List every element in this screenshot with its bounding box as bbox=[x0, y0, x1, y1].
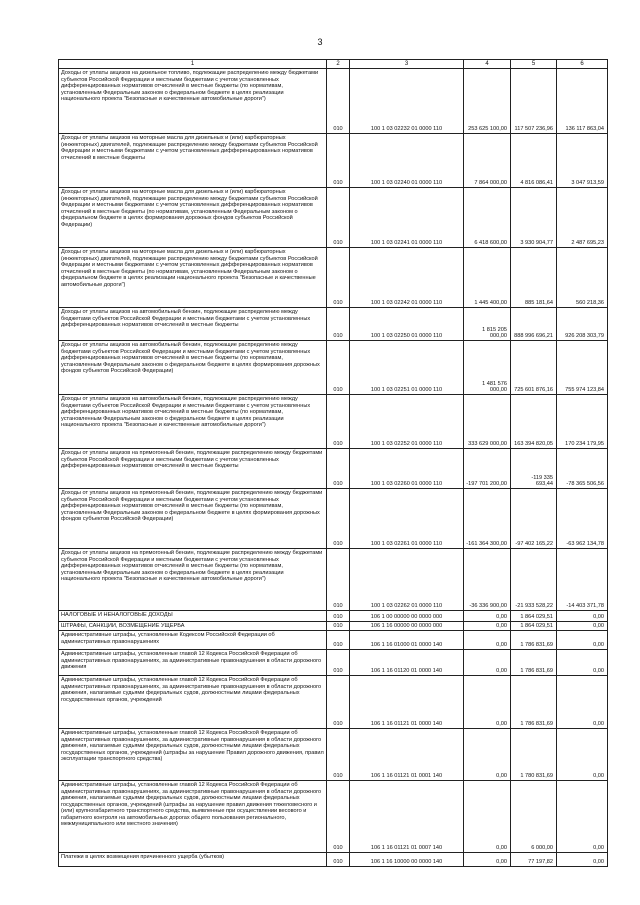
row-remaining-amount: -78 365 506,56 bbox=[557, 449, 608, 489]
row-description-text: Административные штрафы, установленные главой 12 Кодекса Российской Федерации об административных правонарушениях, за административные правонарушения в области дорожного движения, налагаемые судьями федеральных судов, должностными лицами федеральных государственных органов, учреждений (штрафы за нарушение правил движения тяжеловесного и (или) крупногабаритного транспортного средства, выявленные при осуществлении весового и габаритного контроля на автомобильных дорогах общего пользования регионального, межмуниципального или местного значения) bbox=[61, 782, 322, 828]
row-line-code: 010 bbox=[327, 489, 350, 549]
row-executed-amount: 117 507 236,96 bbox=[511, 69, 557, 134]
row-executed-amount: -97 402 165,22 bbox=[511, 489, 557, 549]
row-line-code: 010 bbox=[327, 549, 350, 611]
row-description-text: Платежи в целях возмещения причиненного ущерба (убытков) bbox=[61, 854, 225, 860]
row-description-text: Доходы от уплаты акцизов на дизельное топливо, подлежащие распределению между бюджетами субъектов Российской Федерации и местными бюджетами с учетом установленных дифференцированных нормативов отчислений в местные бюджеты (по нормативам, установленным Федеральным законом о федеральном бюджете в целях реализации национального проекта "Безопасные и качественные автомобильные дороги") bbox=[61, 70, 319, 103]
row-line-code: 010 bbox=[327, 650, 350, 676]
table-row bbox=[59, 853, 608, 867]
row-approved-amount: 0,00 bbox=[464, 676, 511, 729]
row-remaining-amount: 3 047 913,59 bbox=[557, 134, 608, 188]
row-executed-amount: 3 930 904,77 bbox=[511, 188, 557, 248]
row-executed-amount: 1 864 029,51 bbox=[511, 622, 557, 631]
row-approved-amount: 0,00 bbox=[464, 781, 511, 853]
revenue-table bbox=[58, 59, 608, 867]
row-description bbox=[59, 676, 327, 729]
row-description bbox=[59, 134, 327, 188]
row-approved-amount: -36 336 900,00 bbox=[464, 549, 511, 611]
row-budget-code: 106 1 16 00000 00 0000 000 bbox=[350, 622, 464, 631]
table-row bbox=[59, 631, 608, 650]
row-budget-code: 106 1 00 00000 00 0000 000 bbox=[350, 611, 464, 622]
row-executed-amount: -119 335 693,44 bbox=[511, 449, 557, 489]
row-executed-amount: 888 996 696,21 bbox=[511, 308, 557, 341]
row-line-code: 010 bbox=[327, 631, 350, 650]
row-description bbox=[59, 622, 327, 631]
table-row bbox=[59, 729, 608, 781]
row-executed-amount: 1 864 029,51 bbox=[511, 611, 557, 622]
row-budget-code: 100 1 03 02261 01 0000 110 bbox=[350, 489, 464, 549]
row-remaining-amount: 926 208 303,79 bbox=[557, 308, 608, 341]
column-header: 1 bbox=[59, 60, 327, 69]
row-approved-amount: 333 629 000,00 bbox=[464, 395, 511, 449]
row-description bbox=[59, 341, 327, 395]
row-line-code: 010 bbox=[327, 341, 350, 395]
column-number-header bbox=[59, 60, 608, 69]
row-approved-amount: 6 418 600,00 bbox=[464, 188, 511, 248]
row-description-text: НАЛОГОВЫЕ И НЕНАЛОГОВЫЕ ДОХОДЫ bbox=[61, 612, 173, 618]
row-line-code: 010 bbox=[327, 449, 350, 489]
row-description bbox=[59, 549, 327, 611]
row-line-code: 010 bbox=[327, 781, 350, 853]
row-approved-amount: 1 445 400,00 bbox=[464, 248, 511, 308]
row-description bbox=[59, 631, 327, 650]
row-remaining-amount: 0,00 bbox=[557, 853, 608, 867]
row-budget-code: 100 1 03 02232 01 0000 110 bbox=[350, 69, 464, 134]
row-remaining-amount: 560 218,36 bbox=[557, 248, 608, 308]
row-description-text: Административные штрафы, установленные главой 12 Кодекса Российской Федерации об административных правонарушениях, за административные правонарушения в области дорожного движения, налагаемые судьями федеральных судов, должностными лицами федеральных государственных органов, учреждений bbox=[61, 677, 322, 703]
row-approved-amount: 0,00 bbox=[464, 611, 511, 622]
table-row bbox=[59, 134, 608, 188]
row-budget-code: 100 1 03 02241 01 0000 110 bbox=[350, 188, 464, 248]
row-line-code: 010 bbox=[327, 69, 350, 134]
table-row bbox=[59, 341, 608, 395]
row-budget-code: 100 1 03 02250 01 0000 110 bbox=[350, 308, 464, 341]
row-executed-amount: 1 786 831,69 bbox=[511, 676, 557, 729]
row-remaining-amount: 0,00 bbox=[557, 611, 608, 622]
row-executed-amount: 6 000,00 bbox=[511, 781, 557, 853]
row-remaining-amount: 0,00 bbox=[557, 631, 608, 650]
row-remaining-amount: 170 234 179,95 bbox=[557, 395, 608, 449]
row-description bbox=[59, 308, 327, 341]
row-line-code: 010 bbox=[327, 611, 350, 622]
row-remaining-amount: 0,00 bbox=[557, 781, 608, 853]
row-budget-code: 100 1 03 02252 01 0000 110 bbox=[350, 395, 464, 449]
row-approved-amount: -161 364 300,00 bbox=[464, 489, 511, 549]
table-row bbox=[59, 549, 608, 611]
table-row bbox=[59, 676, 608, 729]
table-row bbox=[59, 248, 608, 308]
column-header: 5 bbox=[511, 60, 557, 69]
row-remaining-amount: -14 403 371,78 bbox=[557, 549, 608, 611]
row-line-code: 010 bbox=[327, 308, 350, 341]
table-row bbox=[59, 449, 608, 489]
column-header: 6 bbox=[557, 60, 608, 69]
row-description-text: Доходы от уплаты акцизов на прямогонный бензин, подлежащие распределению между бюджетами субъектов Российской Федерации и местными бюджетами с учетом установленных дифференцированных нормативов отчислений в местные бюджеты (по нормативам, установленным Федеральным законом о федеральном бюджете в целях формирования дорожных фондов субъектов Российской Федерации) bbox=[61, 490, 323, 523]
row-executed-amount: 77 197,82 bbox=[511, 853, 557, 867]
row-description bbox=[59, 69, 327, 134]
row-budget-code: 100 1 03 02240 01 0000 110 bbox=[350, 134, 464, 188]
row-line-code: 010 bbox=[327, 853, 350, 867]
row-budget-code: 106 1 16 01120 01 0000 140 bbox=[350, 650, 464, 676]
row-line-code: 010 bbox=[327, 248, 350, 308]
row-budget-code: 106 1 16 10000 00 0000 140 bbox=[350, 853, 464, 867]
row-description bbox=[59, 248, 327, 308]
row-description bbox=[59, 650, 327, 676]
row-remaining-amount: 0,00 bbox=[557, 650, 608, 676]
row-description bbox=[59, 611, 327, 622]
row-description-text: Доходы от уплаты акцизов на моторные масла для дизельных и (или) карбюраторных (инжекторных) двигателей, подлежащие распределению между бюджетами субъектов Российской Федерации и местными бюджетами с учетом установленных дифференцированных нормативов отчислений в местные бюджеты bbox=[61, 135, 318, 161]
row-description-text: Доходы от уплаты акцизов на прямогонный бензин, подлежащие распределению между бюджетами субъектов Российской Федерации и местными бюджетами с учетом установленных дифференцированных нормативов отчислений в местные бюджеты (по нормативам, установленным Федеральным законом о федеральном бюджете в целях реализации национального проекта "Безопасные и качественные автомобильные дороги") bbox=[61, 550, 323, 583]
row-budget-code: 106 1 16 01121 01 0001 140 bbox=[350, 729, 464, 781]
column-header: 2 bbox=[327, 60, 350, 69]
row-description bbox=[59, 395, 327, 449]
row-budget-code: 106 1 16 01000 01 0000 140 bbox=[350, 631, 464, 650]
row-remaining-amount: 0,00 bbox=[557, 676, 608, 729]
row-description bbox=[59, 449, 327, 489]
column-header: 4 bbox=[464, 60, 511, 69]
row-description-text: Доходы от уплаты акцизов на автомобильный бензин, подлежащие распределению между бюджетами субъектов Российской Федерации и местными бюджетами с учетом установленных дифференцированных нормативов отчислений в местные бюджеты (по нормативам, установленным Федеральным законом о федеральном бюджете в целях формирования дорожных фондов субъектов Российской Федерации) bbox=[61, 342, 320, 375]
table-row bbox=[59, 188, 608, 248]
row-description-text: Административные штрафы, установленные Кодексом Российской Федерации об административных правонарушениях bbox=[61, 632, 275, 645]
row-budget-code: 100 1 03 02242 01 0000 110 bbox=[350, 248, 464, 308]
table-row bbox=[59, 611, 608, 622]
row-remaining-amount: 0,00 bbox=[557, 622, 608, 631]
row-line-code: 010 bbox=[327, 622, 350, 631]
row-line-code: 010 bbox=[327, 676, 350, 729]
row-executed-amount: 885 181,64 bbox=[511, 248, 557, 308]
row-description-text: Административные штрафы, установленные главой 12 Кодекса Российской Федерации об административных правонарушениях, за административные правонарушения в области дорожного движения, налагаемые судьями федеральных судов, должностными лицами федеральных государственных органов, учреждений (штрафы за нарушение Правил дорожного движения, правил эксплуатации транспортного средства) bbox=[61, 730, 324, 763]
table-row bbox=[59, 622, 608, 631]
row-approved-amount: 1 481 576 000,00 bbox=[464, 341, 511, 395]
row-line-code: 010 bbox=[327, 729, 350, 781]
row-approved-amount: 0,00 bbox=[464, 853, 511, 867]
table-row bbox=[59, 781, 608, 853]
row-budget-code: 106 1 16 01121 01 0000 140 bbox=[350, 676, 464, 729]
row-remaining-amount: 136 117 863,04 bbox=[557, 69, 608, 134]
row-description-text: Административные штрафы, установленные главой 12 Кодекса Российской Федерации об административных правонарушениях, за административные правонарушения в области дорожного движения bbox=[61, 651, 322, 671]
row-approved-amount: 0,00 bbox=[464, 729, 511, 781]
table-row bbox=[59, 308, 608, 341]
row-executed-amount: 1 786 831,69 bbox=[511, 650, 557, 676]
row-executed-amount: -21 933 528,22 bbox=[511, 549, 557, 611]
row-executed-amount: 4 816 086,41 bbox=[511, 134, 557, 188]
row-approved-amount: 0,00 bbox=[464, 622, 511, 631]
row-executed-amount: 725 601 876,16 bbox=[511, 341, 557, 395]
row-description-text: Доходы от уплаты акцизов на прямогонный бензин, подлежащие распределению между бюджетами субъектов Российской Федерации и местными бюджетами с учетом установленных дифференцированных нормативов отчислений в местные бюджеты bbox=[61, 450, 323, 470]
row-description-text: Доходы от уплаты акцизов на автомобильный бензин, подлежащие распределению между бюджетами субъектов Российской Федерации и местными бюджетами с учетом установленных дифференцированных нормативов отчислений в местные бюджеты (по нормативам, установленным Федеральным законом о федеральном бюджете в целях реализации национального проекта "Безопасные и качественные автомобильные дороги") bbox=[61, 396, 311, 429]
row-approved-amount: 0,00 bbox=[464, 631, 511, 650]
row-description bbox=[59, 781, 327, 853]
row-line-code: 010 bbox=[327, 134, 350, 188]
row-executed-amount: 163 394 820,05 bbox=[511, 395, 557, 449]
row-description-text: ШТРАФЫ, САНКЦИИ, ВОЗМЕЩЕНИЕ УЩЕРБА bbox=[61, 623, 185, 629]
column-header: 3 bbox=[350, 60, 464, 69]
row-approved-amount: -197 701 200,00 bbox=[464, 449, 511, 489]
row-approved-amount: 0,00 bbox=[464, 650, 511, 676]
row-approved-amount: 253 625 100,00 bbox=[464, 69, 511, 134]
row-line-code: 010 bbox=[327, 188, 350, 248]
row-description-text: Доходы от уплаты акцизов на автомобильный бензин, подлежащие распределению между бюджетами субъектов Российской Федерации и местными бюджетами с учетом установленных дифференцированных нормативов отчислений в местные бюджеты bbox=[61, 309, 311, 329]
row-budget-code: 100 1 03 02251 01 0000 110 bbox=[350, 341, 464, 395]
row-budget-code: 106 1 16 01121 01 0007 140 bbox=[350, 781, 464, 853]
row-remaining-amount: 2 487 695,23 bbox=[557, 188, 608, 248]
row-description bbox=[59, 853, 327, 867]
row-approved-amount: 7 864 000,00 bbox=[464, 134, 511, 188]
page-number: 3 bbox=[317, 37, 323, 47]
row-description-text: Доходы от уплаты акцизов на моторные масла для дизельных и (или) карбюраторных (инжекторных) двигателей, подлежащие распределению между бюджетами субъектов Российской Федерации и местными бюджетами с учетом установленных дифференцированных нормативов отчислений в местные бюджеты (по нормативам, установленным Федеральным законом о федеральном бюджете в целях формирования дорожных фондов субъектов Российской Федерации) bbox=[61, 189, 318, 228]
row-description bbox=[59, 188, 327, 248]
row-description-text: Доходы от уплаты акцизов на моторные масла для дизельных и (или) карбюраторных (инжекторных) двигателей, подлежащие распределению между бюджетами субъектов Российской Федерации и местными бюджетами с учетом установленных дифференцированных нормативов отчислений в местные бюджеты (по нормативам, установленным Федеральным законом о федеральном бюджете в целях реализации национального проекта "Безопасные и качественные автомобильные дороги") bbox=[61, 249, 318, 288]
row-budget-code: 100 1 03 02262 01 0000 110 bbox=[350, 549, 464, 611]
row-description bbox=[59, 489, 327, 549]
row-remaining-amount: -63 962 134,78 bbox=[557, 489, 608, 549]
row-remaining-amount: 0,00 bbox=[557, 729, 608, 781]
row-approved-amount: 1 815 205 000,00 bbox=[464, 308, 511, 341]
row-line-code: 010 bbox=[327, 395, 350, 449]
row-executed-amount: 1 786 831,69 bbox=[511, 631, 557, 650]
table-row bbox=[59, 489, 608, 549]
table-row bbox=[59, 395, 608, 449]
table-row bbox=[59, 650, 608, 676]
row-budget-code: 100 1 03 02260 01 0000 110 bbox=[350, 449, 464, 489]
row-executed-amount: 1 780 831,69 bbox=[511, 729, 557, 781]
row-remaining-amount: 755 974 123,84 bbox=[557, 341, 608, 395]
row-description bbox=[59, 729, 327, 781]
table-row bbox=[59, 69, 608, 134]
